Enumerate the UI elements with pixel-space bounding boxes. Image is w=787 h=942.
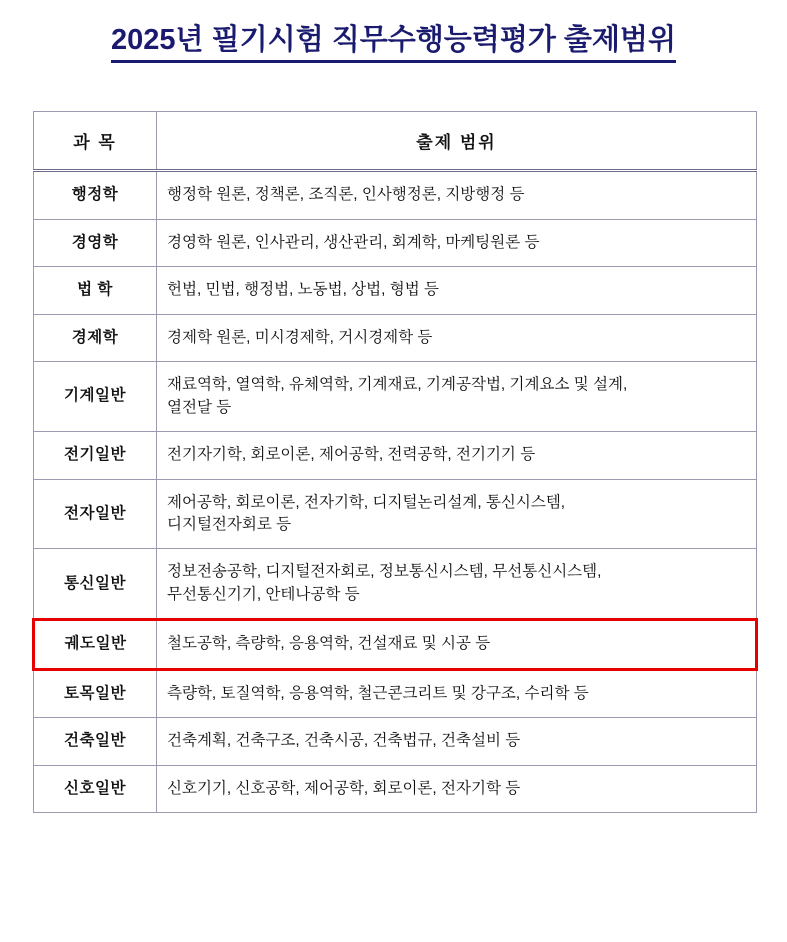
table-cell-subject: 행정학	[34, 171, 157, 219]
table-row	[34, 718, 757, 765]
exam-scope-table	[32, 111, 758, 813]
table-cell-subject: 신호일반	[34, 765, 157, 812]
scope-line: 신호기기, 신호공학, 제어공학, 회로이론, 전자기학 등	[167, 779, 521, 797]
scope-line: 정보전송공학, 디지털전자회로, 정보통신시스템, 무선통신시스템,	[167, 563, 602, 581]
scope-line: 열전달 등	[167, 398, 232, 416]
scope-line: 측량학, 토질역학, 응용역학, 철근콘크리트 및 강구조, 수리학 등	[167, 684, 589, 702]
table-row	[34, 314, 757, 361]
column-header-subject: 과 목	[34, 112, 157, 171]
table-cell-subject: 건축일반	[34, 718, 157, 765]
table-cell-subject: 기계일반	[34, 362, 157, 432]
page-title: 2025년 필기시험 직무수행능력평가 출제범위	[111, 22, 676, 63]
table-cell-subject: 경영학	[34, 219, 157, 266]
table-row	[34, 549, 757, 620]
scope-line: 디지털전자회로 등	[167, 516, 292, 533]
scope-line: 행정학 원론, 정책론, 조직론, 인사행정론, 지방행정 등	[167, 186, 525, 204]
table-cell-subject: 경제학	[34, 314, 157, 361]
scope-line: 헌법, 민법, 행정법, 노동법, 상법, 형법 등	[167, 281, 439, 299]
scope-line: 제어공학, 회로이론, 전자기학, 디지털논리설계, 통신시스템,	[167, 493, 566, 511]
table-cell-scope	[157, 432, 757, 479]
scope-line: 무선통신기기, 안테나공학 등	[167, 585, 360, 603]
table-cell-scope	[157, 362, 757, 432]
table-cell-scope	[157, 219, 757, 266]
table-row	[34, 765, 757, 812]
scope-line: 경영학 원론, 인사관리, 생산관리, 회계학, 마케팅원론 등	[167, 233, 540, 251]
table-row	[34, 267, 757, 314]
table-row	[34, 620, 757, 669]
table-body	[34, 171, 757, 813]
table-header-row	[34, 112, 757, 171]
table-row	[34, 669, 757, 717]
table-cell-scope	[157, 479, 757, 549]
table-row	[34, 171, 757, 219]
table-cell-scope	[157, 549, 757, 620]
table-cell-scope	[157, 669, 757, 717]
table-row	[34, 362, 757, 432]
table-cell-subject: 전기일반	[34, 432, 157, 479]
table-cell-subject: 궤도일반	[34, 620, 157, 669]
table-cell-scope	[157, 171, 757, 219]
table-cell-scope	[157, 267, 757, 314]
table-row	[34, 219, 757, 266]
table-container	[32, 111, 755, 813]
scope-line: 재료역학, 열역학, 유체역학, 기계재료, 기계공작법, 기계요소 및 설계,	[167, 376, 628, 394]
table-row	[34, 479, 757, 549]
scope-line: 전기자기학, 회로이론, 제어공학, 전력공학, 전기기기 등	[167, 446, 536, 464]
scope-line: 경제학 원론, 미시경제학, 거시경제학 등	[167, 328, 433, 346]
table-cell-scope	[157, 718, 757, 765]
table-cell-subject: 통신일반	[34, 549, 157, 620]
table-cell-subject: 법 학	[34, 267, 157, 314]
table-header	[34, 112, 757, 171]
table-cell-scope	[157, 620, 757, 669]
table-cell-subject: 전자일반	[34, 479, 157, 549]
table-row	[34, 432, 757, 479]
scope-line: 철도공학, 측량학, 응용역학, 건설재료 및 시공 등	[167, 635, 491, 653]
table-cell-scope	[157, 314, 757, 361]
title-container	[0, 0, 787, 71]
table-cell-subject: 토목일반	[34, 669, 157, 717]
column-header-scope: 출제 범위	[157, 112, 757, 171]
scope-line: 건축계획, 건축구조, 건축시공, 건축법규, 건축설비 등	[167, 732, 521, 750]
table-cell-scope	[157, 765, 757, 812]
